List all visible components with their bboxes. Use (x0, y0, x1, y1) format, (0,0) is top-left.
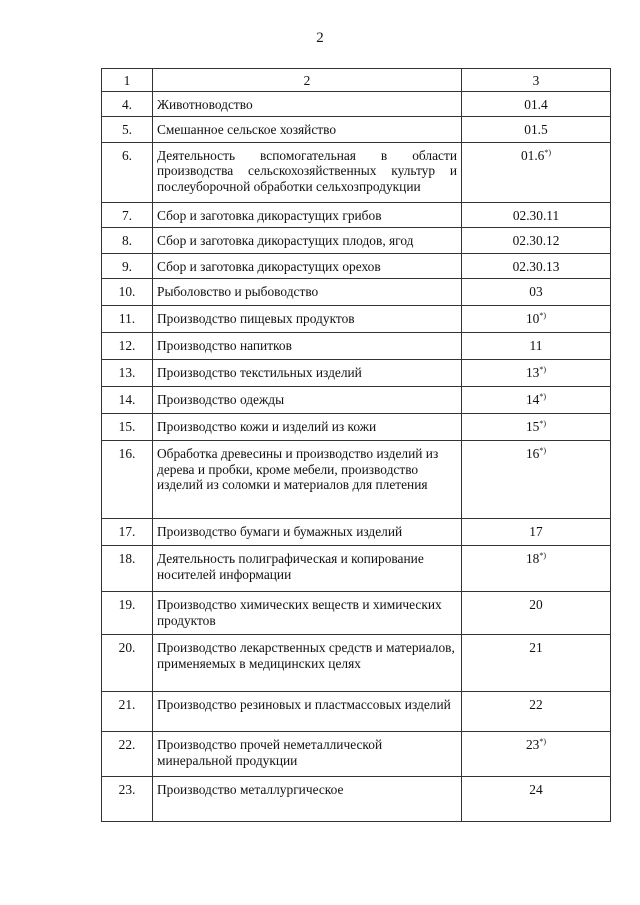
okved-code-cell (462, 441, 611, 519)
row-number: 4. (102, 91, 153, 117)
header-cell-name: 2 (153, 69, 462, 92)
row-number: 5. (102, 117, 153, 143)
okved-code-cell (462, 228, 611, 254)
okved-code: 18 (525, 551, 540, 566)
okved-code-cell (462, 387, 611, 414)
activity-name: Рыболовство и рыбоводство (153, 279, 462, 306)
header-cell-number: 1 (102, 69, 153, 92)
row-number: 21. (102, 692, 153, 732)
okved-code-cell (462, 360, 611, 387)
okved-code-cell (462, 546, 611, 592)
okved-code: 03 (529, 284, 543, 299)
table-row (102, 142, 611, 202)
activity-name: Производство текстильных изделий (153, 360, 462, 387)
row-number: 18. (102, 546, 153, 592)
okved-code-cell (462, 777, 611, 822)
okved-code: 22 (529, 697, 543, 712)
row-number: 11. (102, 306, 153, 333)
okved-code: 02.30.13 (512, 258, 560, 274)
row-number: 16. (102, 441, 153, 519)
okved-code-cell (462, 279, 611, 306)
activity-name: Производство химических веществ и химических продуктов (153, 592, 462, 635)
footnote-marker: *) (544, 147, 552, 157)
activity-name: Обработка древесины и производство изделий из дерева и пробки, кроме мебели, производство изделий из соломки и материалов для плетения (153, 441, 462, 519)
okved-code: 10 (525, 311, 540, 326)
table-row (102, 360, 611, 387)
okved-code-cell (462, 635, 611, 692)
row-number: 13. (102, 360, 153, 387)
okved-code-cell (462, 519, 611, 546)
footnote-marker: *) (539, 551, 547, 560)
activity-name: Производство бумаги и бумажных изделий (153, 519, 462, 546)
footnote-marker: *) (539, 446, 547, 455)
table-row (102, 228, 611, 254)
okved-code-cell (462, 333, 611, 360)
okved-code: 11 (529, 338, 543, 353)
okved-code-cell (462, 202, 611, 228)
table-row (102, 253, 611, 279)
activity-name: Производство резиновых и пластмассовых изделий (153, 692, 462, 732)
activity-name: Производство кожи и изделий из кожи (153, 414, 462, 441)
row-number: 9. (102, 253, 153, 279)
okved-code: 15 (525, 419, 540, 434)
table-row (102, 441, 611, 519)
table-row (102, 732, 611, 777)
table-row (102, 592, 611, 635)
okved-code-cell (462, 142, 611, 202)
okved-code-cell (462, 692, 611, 732)
okved-code: 01.4 (524, 96, 548, 112)
okved-code-cell (462, 117, 611, 143)
activity-name: Производство пищевых продуктов (153, 306, 462, 333)
header-cell-code: 3 (462, 69, 611, 92)
table-row (102, 202, 611, 228)
activity-name: Производство прочей неметаллической минеральной продукции (153, 732, 462, 777)
activity-name: Сбор и заготовка дикорастущих плодов, ягод (153, 228, 462, 254)
table-row (102, 692, 611, 732)
footnote-marker: *) (539, 419, 547, 428)
okved-code: 21 (529, 640, 543, 655)
table-row (102, 279, 611, 306)
activity-name: Животноводство (153, 91, 462, 117)
activity-name: Сбор и заготовка дикорастущих орехов (153, 253, 462, 279)
okved-table (101, 68, 611, 822)
table-row (102, 519, 611, 546)
okved-code: 23 (525, 737, 540, 752)
row-number: 23. (102, 777, 153, 822)
footnote-marker: *) (539, 737, 547, 746)
okved-code-cell (462, 414, 611, 441)
activity-name: Производство лекарственных средств и материалов, применяемых в медицинских целях (153, 635, 462, 692)
table-row (102, 635, 611, 692)
row-number: 10. (102, 279, 153, 306)
activity-name: Деятельность полиграфическая и копирование носителей информации (153, 546, 462, 592)
footnote-marker: *) (539, 392, 547, 401)
okved-code: 02.30.12 (512, 233, 560, 248)
activity-name: Производство одежды (153, 387, 462, 414)
okved-code: 01.6 (520, 147, 545, 163)
okved-code: 17 (529, 524, 543, 539)
okved-code-cell (462, 253, 611, 279)
table-row (102, 333, 611, 360)
row-number: 17. (102, 519, 153, 546)
activity-name: Деятельность вспомогательная в области производства сельскохозяйственных культур и послеуборочной обработки сельхозпродукции (153, 142, 462, 202)
table-row (102, 387, 611, 414)
okved-code: 14 (525, 392, 540, 407)
row-number: 8. (102, 228, 153, 254)
activity-name: Производство напитков (153, 333, 462, 360)
footnote-marker: *) (539, 365, 547, 374)
okved-code-cell (462, 732, 611, 777)
footnote-marker: *) (539, 311, 547, 320)
table-header-row (102, 69, 611, 92)
row-number: 22. (102, 732, 153, 777)
okved-code: 13 (525, 365, 540, 380)
okved-code: 01.5 (524, 122, 548, 137)
table-row (102, 546, 611, 592)
table-row (102, 91, 611, 117)
row-number: 15. (102, 414, 153, 441)
okved-code: 02.30.11 (512, 207, 560, 223)
row-number: 6. (102, 142, 153, 202)
table-row (102, 306, 611, 333)
row-number: 19. (102, 592, 153, 635)
okved-code: 16 (525, 446, 540, 461)
page-number: 2 (316, 30, 324, 46)
activity-name: Производство металлургическое (153, 777, 462, 822)
okved-code-cell (462, 91, 611, 117)
okved-code-cell (462, 592, 611, 635)
table-row (102, 414, 611, 441)
row-number: 20. (102, 635, 153, 692)
okved-code: 24 (529, 782, 543, 797)
row-number: 14. (102, 387, 153, 414)
okved-code: 20 (529, 597, 543, 612)
activity-name: Смешанное сельское хозяйство (153, 117, 462, 143)
row-number: 12. (102, 333, 153, 360)
okved-code-cell (462, 306, 611, 333)
table-row (102, 777, 611, 822)
table-row (102, 117, 611, 143)
row-number: 7. (102, 202, 153, 228)
activity-name: Сбор и заготовка дикорастущих грибов (153, 202, 462, 228)
